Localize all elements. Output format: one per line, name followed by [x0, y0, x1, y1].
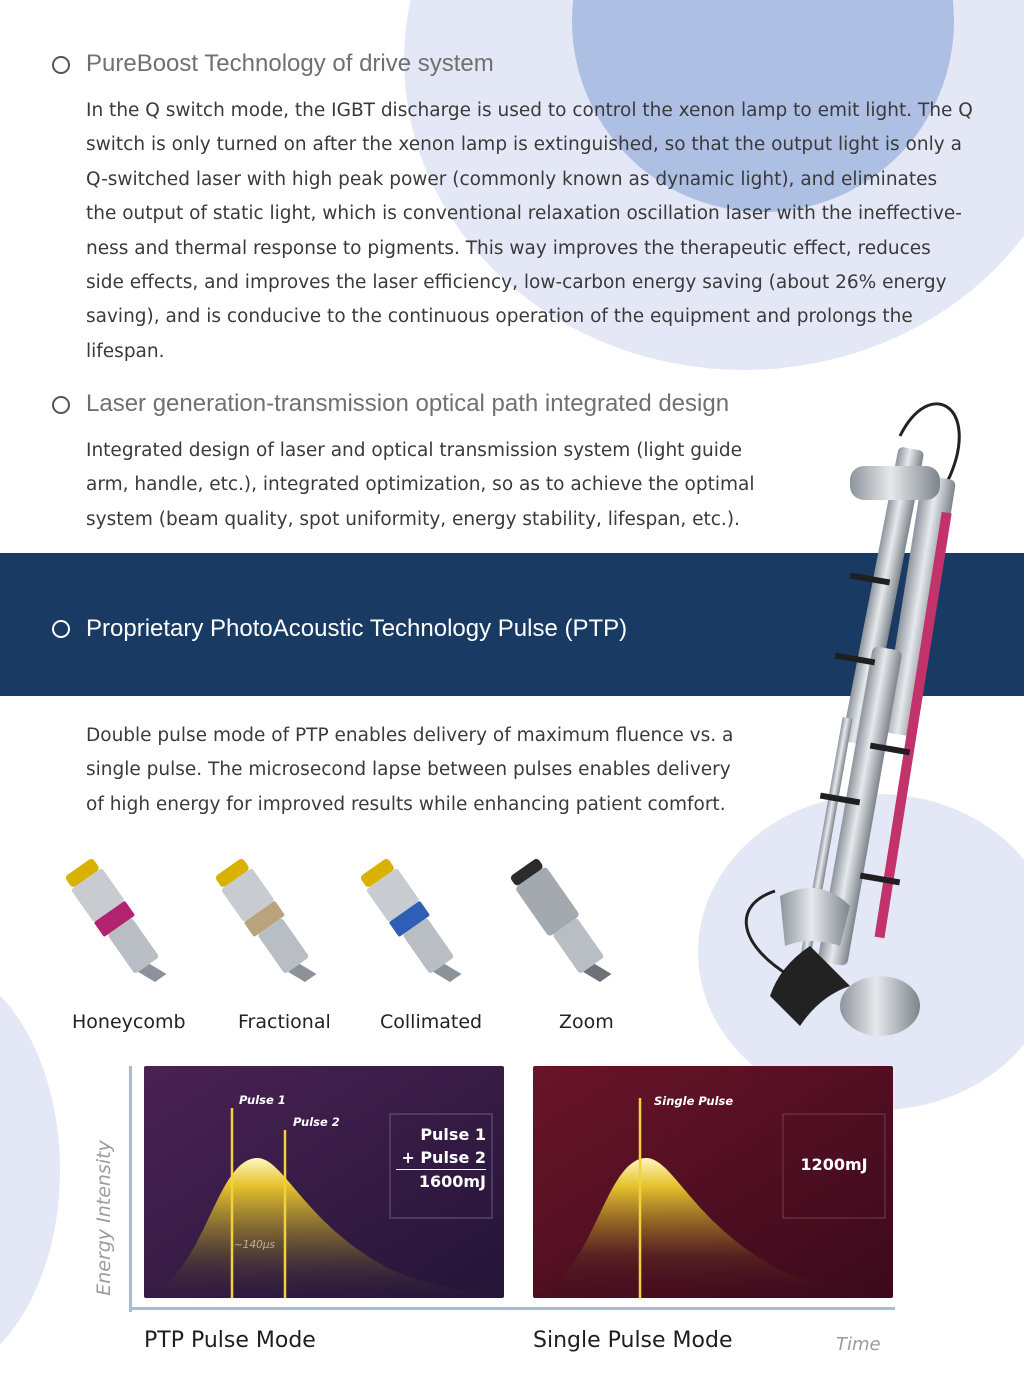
- handpiece-collimated-image: [355, 850, 485, 994]
- body-line: side effects, and improves the laser efficiency, low-carbon energy saving (about 26% energy: [86, 272, 947, 294]
- section-body-pureboost: [86, 94, 973, 369]
- body-line: In the Q switch mode, the IGBT discharge is used to control the xenon lamp to emit light. The Q: [86, 100, 973, 121]
- body-line: single pulse. The microsecond lapse between pulses enables delivery: [86, 759, 731, 781]
- pulse2-label: Pulse 2: [293, 1115, 340, 1129]
- y-axis-label: Energy Intensity: [93, 1140, 115, 1296]
- laser-arm-image: [720, 386, 970, 1066]
- background-circle-left: [0, 960, 60, 1380]
- body-line: switch is only turned on after the xenon lamp is extinguished, so that the output light is only a: [86, 134, 962, 156]
- body-line: Double pulse mode of PTP enables delivery of maximum fluence vs. a: [86, 725, 734, 746]
- body-line: the output of static light, which is conventional relaxation oscillation laser with the ineffective-: [86, 203, 962, 225]
- ptp-box-line1: Pulse 1: [420, 1125, 486, 1144]
- handpiece-fractional-image: [210, 850, 340, 994]
- ptp-box-value: 1600mJ: [418, 1172, 486, 1191]
- handpiece-label-collimated: Collimated: [380, 1011, 483, 1033]
- pulse1-label: Pulse 1: [239, 1093, 286, 1107]
- single-mode-caption: Single Pulse Mode: [533, 1328, 733, 1353]
- ptp-mode-caption: PTP Pulse Mode: [144, 1328, 316, 1353]
- section-body-ptp: [86, 719, 733, 822]
- body-line: saving), and is conducive to the continuous operation of the equipment and prolongs the: [86, 306, 913, 328]
- handpiece-honeycomb-image: [60, 850, 190, 994]
- body-line: system (beam quality, spot uniformity, energy stability, lifespan, etc.).: [86, 508, 740, 530]
- x-axis-label: Time: [836, 1334, 881, 1355]
- body-line: lifespan.: [86, 340, 165, 362]
- section-heading-pureboost: PureBoost Technology of drive system: [86, 50, 494, 77]
- handpiece-label-honeycomb: Honeycomb: [72, 1011, 186, 1033]
- single-energy-value: 1200mJ: [800, 1155, 868, 1174]
- section-heading-optical-path: Laser generation-transmission optical path integrated design: [86, 390, 730, 417]
- handpiece-zoom-image: [505, 850, 635, 994]
- section-bullet-icon: [52, 56, 70, 74]
- ptp-energy-box: [396, 1123, 486, 1193]
- section-body-optical-path: [86, 434, 755, 537]
- body-line: arm, handle, etc.), integrated optimization, so as to achieve the optimal: [86, 474, 755, 496]
- chart-y-axis: [129, 1066, 132, 1312]
- section-bullet-icon: [52, 396, 70, 414]
- single-pulse-panel: [533, 1066, 893, 1298]
- body-line: Q-switched laser with high peak power (commonly known as dynamic light), and eliminates: [86, 168, 938, 190]
- body-line: of high energy for improved results while enhancing patient comfort.: [86, 793, 726, 815]
- handpiece-label-fractional: Fractional: [238, 1011, 331, 1033]
- section-bullet-icon: [52, 620, 70, 638]
- body-line: Integrated design of laser and optical transmission system (light guide: [86, 440, 743, 461]
- body-line: ness and thermal response to pigments. This way improves the therapeutic effect, reduces: [86, 237, 931, 259]
- ptp-box-line2: + Pulse 2: [396, 1146, 486, 1170]
- interval-label: ~140μs: [234, 1239, 275, 1251]
- chart-x-axis: [129, 1307, 895, 1310]
- ptp-pulse-panel: [144, 1066, 504, 1298]
- single-pulse-label: Single Pulse: [654, 1094, 734, 1108]
- handpiece-label-zoom: Zoom: [559, 1011, 614, 1033]
- section-heading-ptp: Proprietary PhotoAcoustic Technology Pulse (PTP): [86, 615, 628, 642]
